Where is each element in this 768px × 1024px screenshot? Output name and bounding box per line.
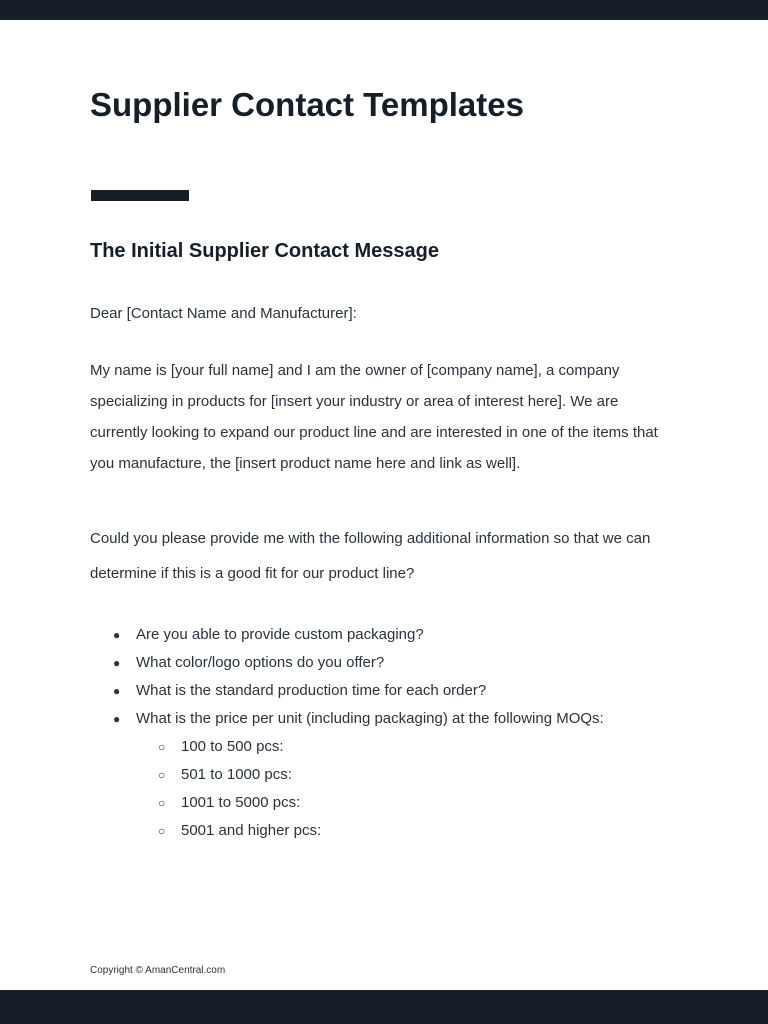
question-text: What is the standard production time for each order? [136,682,487,699]
question-text: What color/logo options do you offer? [136,654,385,671]
moq-tier-text: 100 to 500 pcs: [181,738,284,755]
greeting-line: Dear [Contact Name and Manufacturer]: [90,305,357,322]
moq-tier-text: 1001 to 5000 pcs: [181,794,301,811]
bullet-icon: ● [113,684,121,698]
intro-line: My name is [your full name] and I am the owner of [company name], a company [90,362,620,379]
moq-tier-text: 501 to 1000 pcs: [181,766,292,783]
hollow-bullet-icon: ○ [158,740,166,754]
request-line: determine if this is a good fit for our product line? [90,565,415,582]
intro-line: currently looking to expand our product line and are interested in one of the items that [90,424,658,441]
moq-tier-text: 5001 and higher pcs: [181,822,322,839]
intro-paragraph [90,355,658,479]
hollow-bullet-icon: ○ [158,768,166,782]
request-paragraph [90,521,650,591]
top-banner-bar [0,0,768,20]
question-text: Are you able to provide custom packaging? [136,626,424,643]
bottom-banner-bar [0,990,768,1024]
title-accent-rule [91,190,189,201]
copyright-footer: Copyright © AmanCentral.com [90,965,226,976]
question-text: What is the price per unit (including packaging) at the following MOQs: [136,710,604,727]
intro-line: you manufacture, the [insert product name here and link as well]. [90,455,521,472]
bullet-icon: ● [113,656,121,670]
bullet-icon: ● [113,712,121,726]
page-title: Supplier Contact Templates [90,86,524,123]
letter-greeting [90,298,357,329]
request-line: Could you please provide me with the following additional information so that we can [90,530,651,547]
hollow-bullet-icon: ○ [158,796,166,810]
hollow-bullet-icon: ○ [158,824,166,838]
bullet-icon: ● [113,628,121,642]
section-heading: The Initial Supplier Contact Message [90,240,439,262]
intro-line: specializing in products for [insert your industry or area of interest here]. We are [90,393,619,410]
